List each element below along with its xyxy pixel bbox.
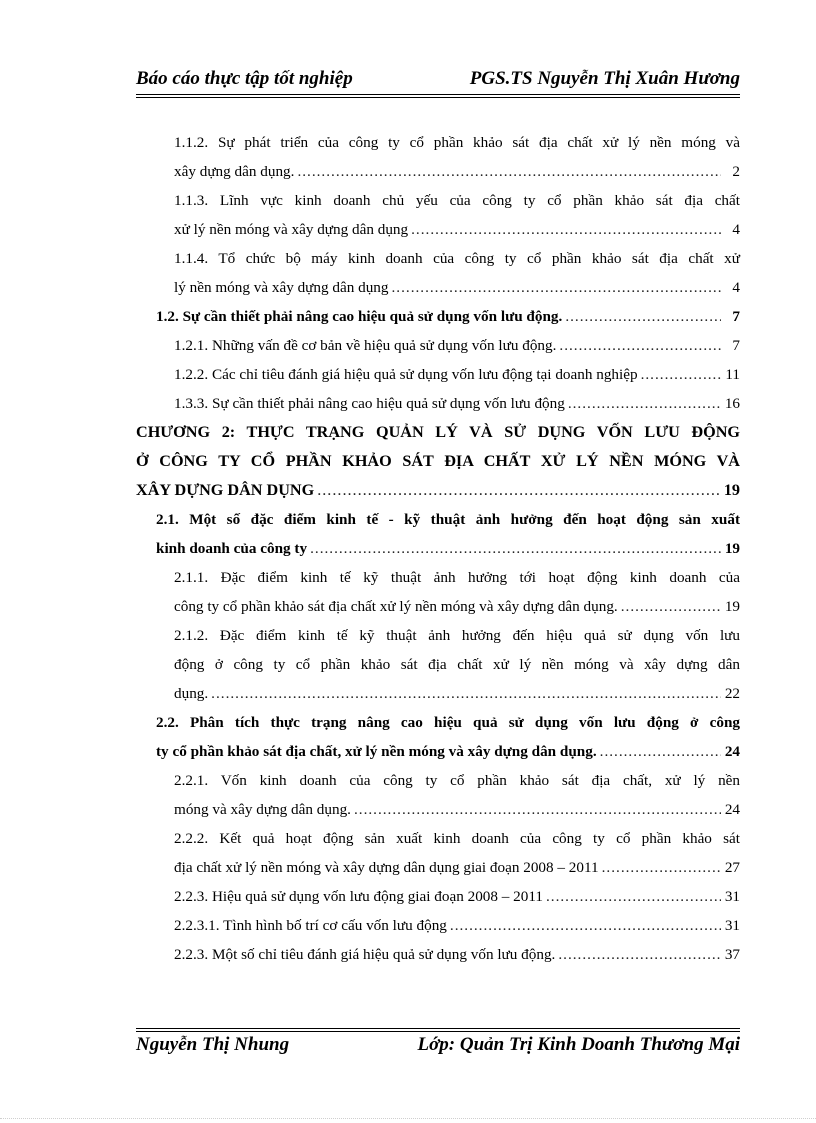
toc-leader-dots [297,157,721,186]
toc-leader-dots [317,476,721,505]
header-supervisor: PGS.TS Nguyễn Thị Xuân Hương [469,68,740,89]
toc-entry-line: Ở CÔNG TY CỔ PHẦN KHẢO SÁT ĐỊA CHẤT XỬ LÝ NỀN MÓNG VÀ [136,452,740,470]
toc-page-number: 37 [724,946,740,963]
toc-entry-2-2[interactable] [136,708,740,766]
toc-page-number: 7 [732,308,740,325]
toc-entry-line: 2.2.3. Hiệu quả sử dụng vốn lưu động giai đoạn 2008 – 2011 [174,888,543,905]
toc-page-number: 19 [723,481,740,499]
toc-leader-dots [354,795,721,824]
header-rule [136,94,740,95]
toc-entry-line: 1.1.2. Sự phát triển của công ty cổ phần khảo sát địa chất xử lý nền móng và [174,134,740,151]
toc-entry-line: móng và xây dựng dân dụng. [174,801,351,818]
toc-leader-dots [392,273,722,302]
toc-entry-line: 1.1.4. Tổ chức bộ máy kinh doanh của công ty cổ phần khảo sát địa chất xử [174,250,740,267]
toc-entry-line: XÂY DỰNG DÂN DỤNG [136,481,315,499]
toc-leader-dots [558,940,721,969]
toc-entry-2-2-3-b[interactable] [136,940,740,969]
toc-leader-dots [568,389,721,418]
toc-entry-line: 2.2.1. Vốn kinh doanh của công ty cổ phần khảo sát địa chất, xử lý nền [174,772,740,789]
toc-entry-line: 2.2. Phân tích thực trạng nâng cao hiệu quả sử dụng vốn lưu động ở công [156,714,740,731]
toc-page-number: 27 [724,859,740,876]
toc-entry-1-1-3[interactable] [136,186,740,244]
toc-entry-chapter-2[interactable] [136,418,740,505]
toc-leader-dots [546,882,721,911]
toc-page-number: 24 [724,801,740,818]
page-header [136,68,740,94]
toc-entry-2-2-1[interactable] [136,766,740,824]
toc-entry-line: 2.2.3. Một số chỉ tiêu đánh giá hiệu quả sử dụng vốn lưu động. [174,946,556,963]
toc-entry-line: công ty cổ phần khảo sát địa chất xử lý nền móng và xây dựng dân dụng. [174,598,618,615]
footer-rule-thin [136,1028,740,1029]
toc-page-number: 31 [724,888,740,905]
toc-leader-dots [411,215,721,244]
toc-entry-line: ty cổ phần khảo sát địa chất, xử lý nền móng và xây dựng dân dụng. [156,743,597,760]
header-report-title: Báo cáo thực tập tốt nghiệp [136,68,353,89]
toc-entry-line: kinh doanh của công ty [156,540,308,557]
toc-page-number: 4 [732,221,740,238]
toc-page-number: 11 [725,366,740,383]
toc-entry-line: CHƯƠNG 2: THỰC TRẠNG QUẢN LÝ VÀ SỬ DỤNG VỐN LƯU ĐỘNG [136,423,740,441]
toc-entry-line: 2.1. Một số đặc điểm kinh tế - kỹ thuật ảnh hưởng đến hoạt động sản xuất [156,511,740,528]
toc-entry-1-3-3[interactable] [136,389,740,418]
toc-entry-line: 2.1.1. Đặc điểm kinh tế kỹ thuật ảnh hưởng tới hoạt động kinh doanh của [174,569,740,586]
toc-leader-dots [450,911,721,940]
toc-page-number: 19 [724,598,740,615]
toc-entry-line: 1.2.1. Những vấn đề cơ bản về hiệu quả sử dụng vốn lưu động. [174,337,557,354]
toc-entry-line: dụng. [174,685,209,702]
toc-entry-line: địa chất xử lý nền móng và xây dựng dân dụng giai đoạn 2008 – 2011 [174,859,599,876]
toc-entry-1-1-2[interactable] [136,128,740,186]
toc-entry-1-2-2[interactable] [136,360,740,389]
toc-entry-2-2-3[interactable] [136,882,740,911]
toc-leader-dots [211,679,721,708]
toc-entry-2-1-1[interactable] [136,563,740,621]
toc-entry-line: 1.3.3. Sự cần thiết phải nâng cao hiệu quả sử dụng vốn lưu động [174,395,565,412]
page-edge-divider [0,1118,816,1119]
toc-leader-dots [310,534,721,563]
toc-page-number: 24 [724,743,740,760]
page-footer [136,1034,740,1060]
toc-leader-dots [602,853,721,882]
toc-entry-1-2[interactable] [136,302,740,331]
toc-entry-line: 2.2.2. Kết quả hoạt động sản xuất kinh doanh của công ty cổ phần khảo sát [174,830,740,847]
toc-entry-line: động ở công ty cổ phần khảo sát địa chất xử lý nền móng và xây dựng dân [174,656,740,673]
footer-rule [136,1031,740,1032]
toc-entry-line: 1.1.3. Lĩnh vực kinh doanh chủ yếu của công ty cổ phần khảo sát địa chất [174,192,740,209]
toc-page-number: 4 [732,279,740,296]
toc-entry-2-2-2[interactable] [136,824,740,882]
toc-page-number: 31 [724,917,740,934]
toc-leader-dots [565,302,721,331]
toc-leader-dots [621,592,721,621]
toc-entry-line: xây dựng dân dụng. [174,163,295,180]
header-rule-thin [136,97,740,98]
toc-entry-line: 1.2.2. Các chỉ tiêu đánh giá hiệu quả sử dụng vốn lưu động tại doanh nghiệp [174,366,638,383]
toc-page-number: 22 [724,685,740,702]
toc-page-number: 16 [724,395,740,412]
toc-entry-line: 2.2.3.1. Tình hình bố trí cơ cấu vốn lưu động [174,917,447,934]
toc-entry-line: xử lý nền móng và xây dựng dân dụng [174,221,409,238]
toc-leader-dots [641,360,721,389]
toc-entry-2-1-2[interactable] [136,621,740,708]
toc-entry-1-1-4[interactable] [136,244,740,302]
toc-page-number: 7 [732,337,740,354]
toc-page-number: 2 [732,163,740,180]
footer-author: Nguyễn Thị Nhung [136,1034,290,1055]
toc-page-number: 19 [724,540,740,557]
table-of-contents [136,128,740,969]
toc-leader-dots [600,737,721,766]
toc-entry-2-2-3-1[interactable] [136,911,740,940]
toc-leader-dots [559,331,721,360]
toc-entry-1-2-1[interactable] [136,331,740,360]
footer-class: Lớp: Quản Trị Kinh Doanh Thương Mại [417,1034,740,1055]
toc-entry-line: 1.2. Sự cần thiết phải nâng cao hiệu quả sử dụng vốn lưu động. [156,308,563,325]
toc-entry-line: 2.1.2. Đặc điểm kinh tế kỹ thuật ảnh hưởng đến hiệu quả sử dụng vốn lưu [174,627,740,644]
toc-entry-line: lý nền móng và xây dựng dân dụng [174,279,389,296]
toc-entry-2-1[interactable] [136,505,740,563]
